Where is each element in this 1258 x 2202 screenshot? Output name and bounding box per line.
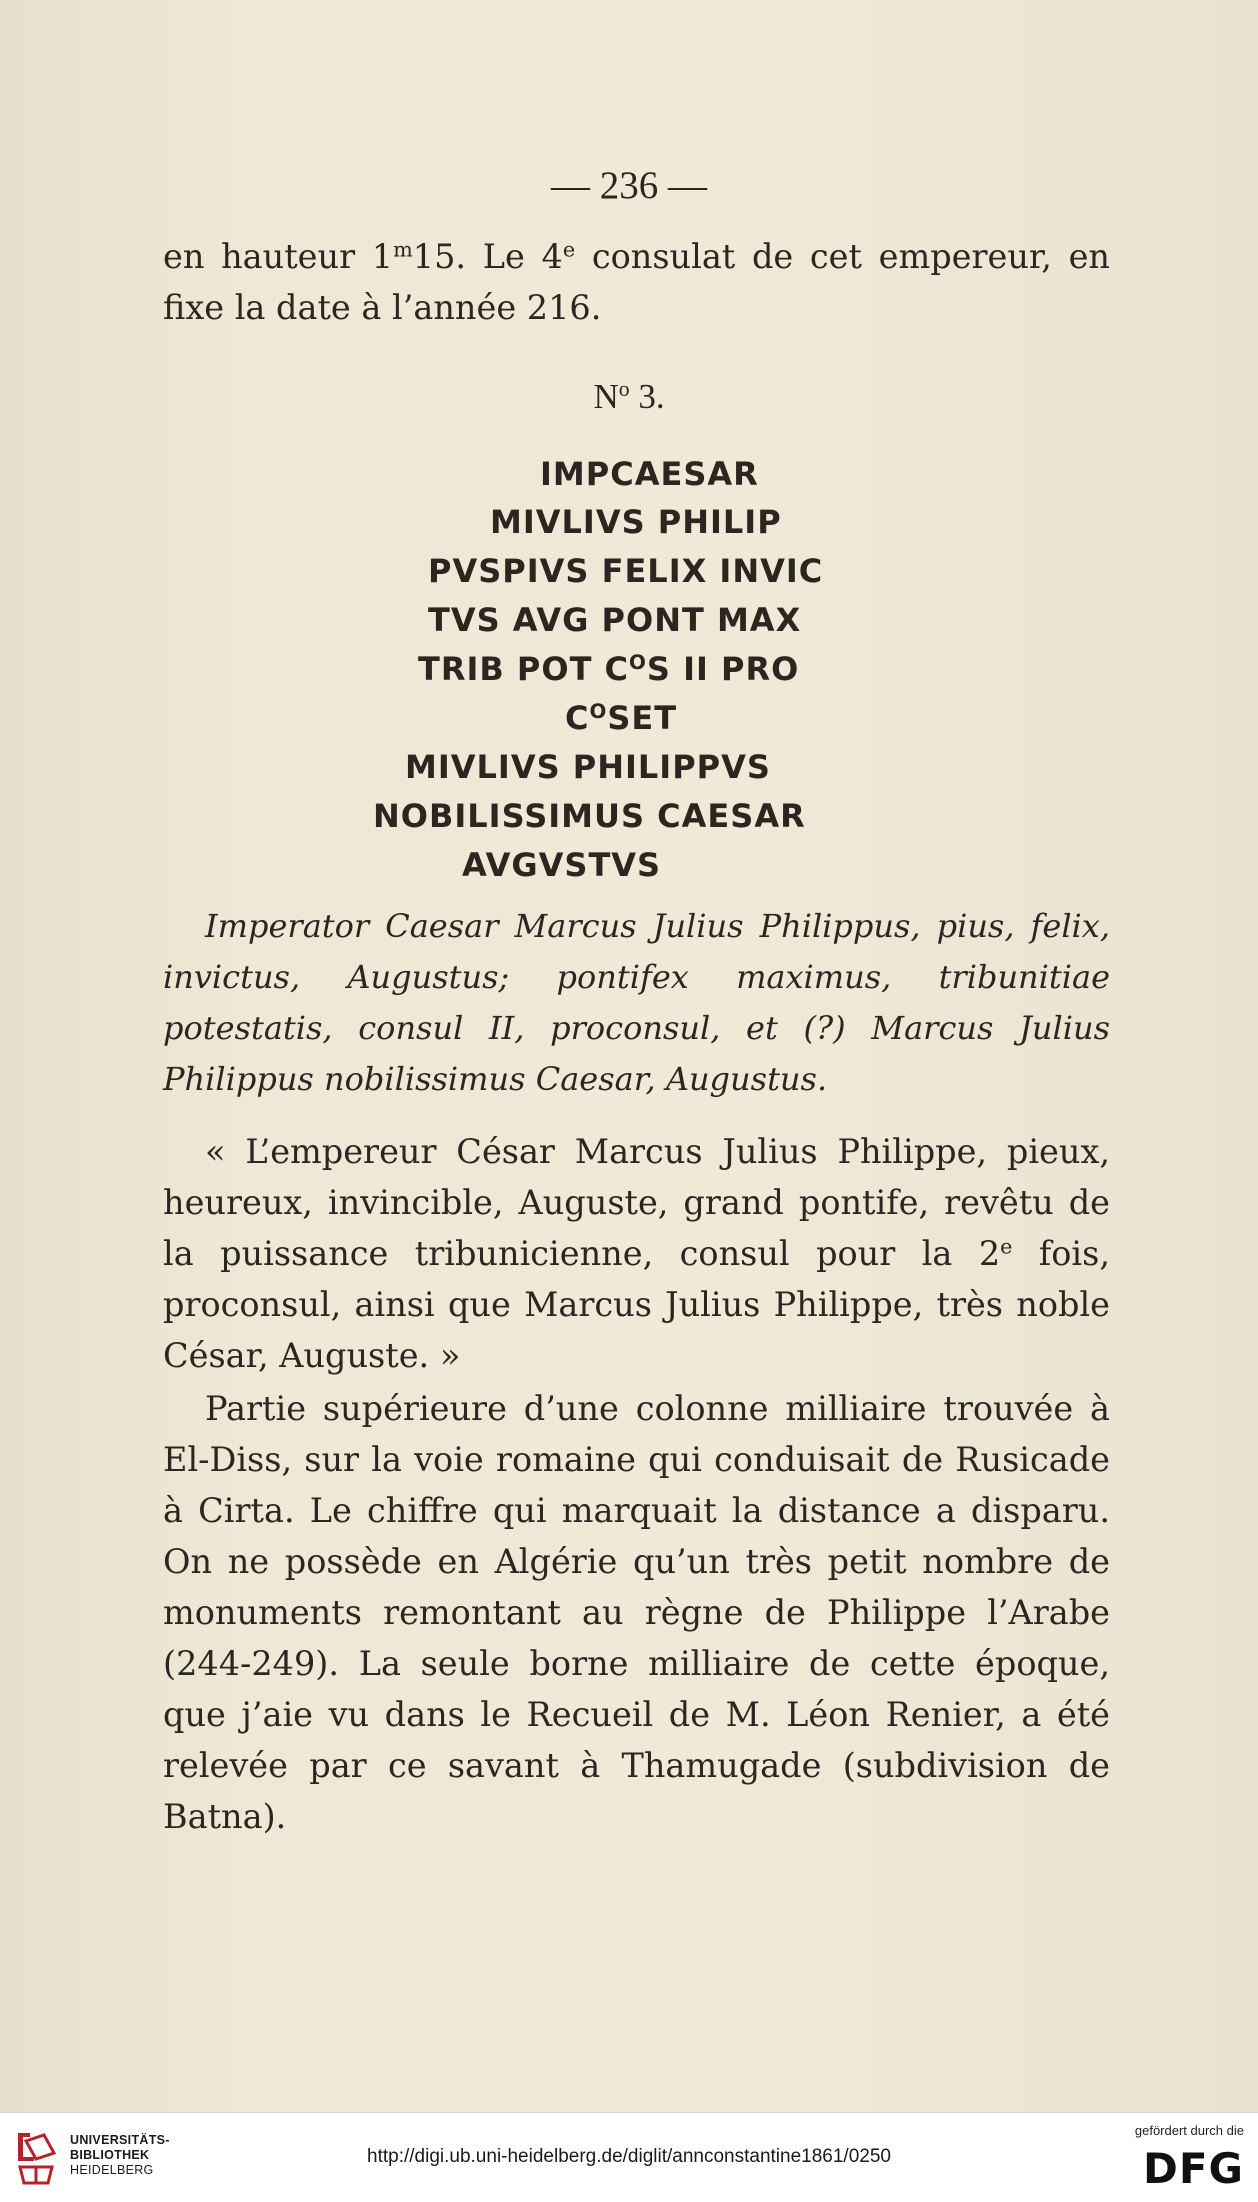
inscription-line bbox=[428, 596, 801, 644]
french-text-part: « L’empereur César Marcus Julius Philippe, pieux, heureux, invincible, Auguste, grand pontife, revêtu de la puissance tribunicienne, consul pour la 2 bbox=[163, 1132, 1110, 1273]
inscription-number bbox=[0, 377, 1258, 417]
opening-text-part: consulat de cet empereur, en fixe la date à l’année 216. bbox=[163, 237, 1110, 327]
dfg-logo: DFG bbox=[1142, 2144, 1244, 2193]
latin-expansion bbox=[163, 901, 1110, 1105]
inscription-text: IMPCAESAR bbox=[540, 455, 759, 493]
superscript: e bbox=[1000, 1234, 1013, 1259]
superscript: o bbox=[618, 377, 630, 402]
inscription-text: AVGVSTVS bbox=[462, 846, 662, 884]
inscription-text: MIVLIVS PHILIP bbox=[490, 503, 782, 541]
inscription-text: TRIB POT C bbox=[418, 650, 630, 688]
commentary bbox=[163, 1383, 1110, 1842]
document-url-link[interactable]: http://digi.ub.uni-heidelberg.de/diglit/annconstantine1861/0250 bbox=[367, 2146, 891, 2167]
inscription-line bbox=[462, 841, 661, 889]
heading-prefix: N bbox=[593, 377, 619, 416]
funder-caption: gefördert durch die bbox=[1134, 2123, 1244, 2138]
footer-bar bbox=[0, 2112, 1258, 2202]
inscription-line bbox=[540, 450, 759, 498]
inscription-line bbox=[405, 743, 771, 791]
french-text-part: fois, proconsul, ainsi que Marcus Julius Philippe, très noble César, Auguste. » bbox=[163, 1234, 1110, 1375]
superscript: O bbox=[629, 651, 647, 675]
inscription-line bbox=[490, 498, 782, 546]
library-name-line: BIBLIOTHEK bbox=[70, 2148, 150, 2162]
inscription-text: C bbox=[565, 699, 590, 737]
superscript: O bbox=[589, 700, 608, 724]
inscription-text: S II PRO bbox=[646, 650, 800, 688]
page-number: — 236 — bbox=[551, 164, 707, 207]
library-name-line: HEIDELBERG bbox=[70, 2163, 154, 2177]
inscription-text: SET bbox=[607, 699, 678, 737]
inscription-text: NOBILISSIMUS CAESAR bbox=[373, 797, 806, 835]
opening-paragraph bbox=[163, 231, 1110, 333]
opening-text bbox=[163, 231, 1110, 333]
inscription-text: MIVLIVS PHILIPPVS bbox=[405, 748, 771, 786]
inscription-line bbox=[428, 547, 823, 595]
opening-text-part: 15. Le 4 bbox=[412, 237, 563, 276]
opening-text-part: en hauteur 1 bbox=[163, 237, 394, 276]
french-translation-text bbox=[163, 1126, 1110, 1381]
inscription-line bbox=[565, 694, 677, 742]
inscription-text: TVS AVG PONT MAX bbox=[428, 601, 802, 639]
latin-expansion-text: Imperator Caesar Marcus Julius Philippus, pius, felix, invictus, Augustus; pontifex maximus, tribunitiae potestatis, consul II, proconsul, et (?) Marcus Julius Philippus nobilissimus Caesar, Augustus. bbox=[163, 907, 1110, 1098]
inscription-line bbox=[418, 645, 799, 693]
superscript: m bbox=[393, 237, 413, 262]
heading-number: 3. bbox=[629, 377, 665, 416]
commentary-text: Partie supérieure d’une colonne milliaire trouvée à El-Diss, sur la voie romaine qui conduisait de Rusicade à Cirta. Le chiffre qui marquait la distance a disparu. On ne possède en Algérie qu’un très petit nombre de monuments remontant au règne de Philippe l’Arabe (244-249). La seule borne milliaire de cette époque, que j’aie vu dans le Recueil de M. Léon Renier, a été relevée par ce savant à Thamugade (subdivision de Batna). bbox=[163, 1389, 1110, 1836]
superscript: e bbox=[562, 237, 576, 262]
inscription-text: PVSPIVS FELIX INVIC bbox=[428, 552, 824, 590]
french-translation bbox=[163, 1126, 1110, 1381]
inscription-line bbox=[373, 792, 806, 840]
library-name-line: UNIVERSITÄTS- bbox=[70, 2133, 170, 2147]
